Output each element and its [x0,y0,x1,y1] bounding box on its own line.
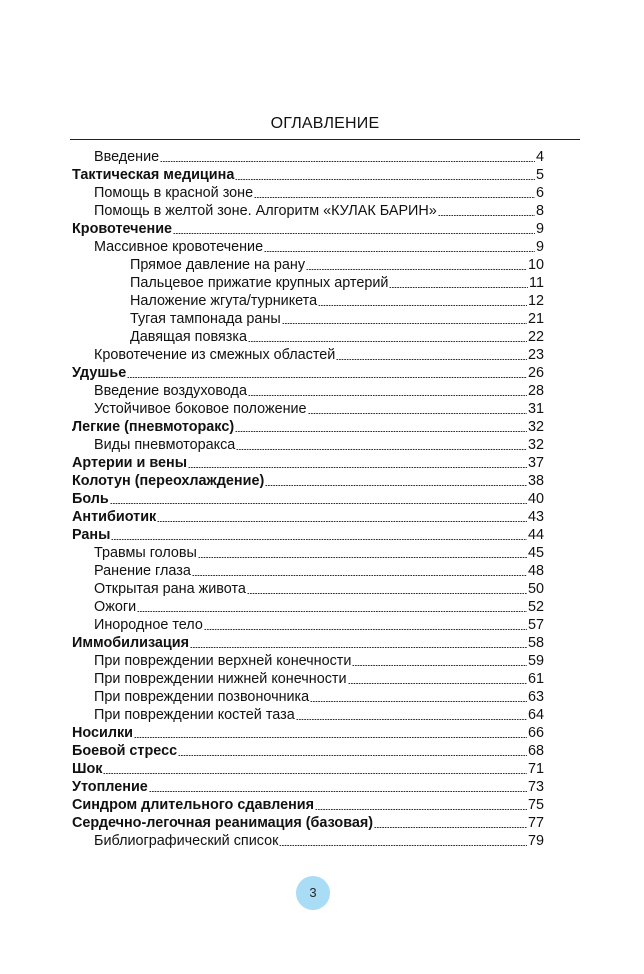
dot-leader [374,827,527,828]
dot-leader [192,575,527,576]
toc-entry-label: Инородное тело [94,617,203,633]
toc-entry-page: 5 [535,167,544,183]
toc-entry-page: 59 [527,653,544,669]
dot-leader [103,773,527,774]
toc-entry-page: 79 [527,833,544,849]
toc-entry-label: При повреждении позвоночника [94,689,310,705]
dot-leader [111,539,527,540]
toc-section [72,166,544,184]
toc-entry-page: 23 [527,347,544,363]
toc-entry-page: 64 [527,707,544,723]
toc-subsection [72,670,544,688]
toc-subsection [72,652,544,670]
toc-entry-page: 44 [527,527,544,543]
toc-subsection [72,706,544,724]
dot-leader [438,215,535,216]
toc-entry-page: 48 [527,563,544,579]
toc-entry-page: 22 [527,329,544,345]
toc-entry-label: Кровотечение [72,221,173,237]
dot-leader [198,557,527,558]
toc-entry-page: 8 [535,203,544,219]
toc-entry-page: 43 [527,509,544,525]
toc-entry-label: Помощь в красной зоне [94,185,254,201]
toc-entry-label: Библиографический список [94,833,279,849]
dot-leader [247,593,527,594]
toc-subsection [72,346,544,364]
dot-leader [352,665,527,666]
dot-leader [282,323,527,324]
toc-subsection [72,598,544,616]
dot-leader [264,251,535,252]
toc-section [72,526,544,544]
toc-entry-page: 32 [527,419,544,435]
toc-entry-page: 31 [527,401,544,417]
toc-entry-page: 75 [527,797,544,813]
toc-entry-label: При повреждении верхней конечности [94,653,352,669]
toc-entry-page: 77 [527,815,544,831]
toc-subsection [72,562,544,580]
toc-subsection [72,832,544,850]
dot-leader [173,233,535,234]
toc-entry-page: 71 [527,761,544,777]
toc-section [72,814,544,832]
dot-leader [235,431,527,432]
title-divider [70,139,580,140]
toc-entry-label: Кровотечение из смежных областей [94,347,336,363]
dot-leader [188,467,527,468]
toc-entry-page: 26 [527,365,544,381]
dot-leader [149,791,527,792]
toc-subsection [72,580,544,598]
dot-leader [348,683,527,684]
toc-subsection [72,256,544,274]
dot-leader [248,341,527,342]
dot-leader [336,359,527,360]
toc-entry-page: 11 [529,275,544,291]
toc-entry-label: Введение воздуховода [94,383,247,399]
toc-section [72,634,544,652]
dot-leader [134,737,527,738]
toc-entry-label: Утопление [72,779,148,795]
dot-leader [178,755,527,756]
toc-entry-label: Колотун (переохлаждение) [72,473,265,489]
dot-leader [157,521,527,522]
toc-entry-page: 73 [527,779,544,795]
toc-section [72,508,544,526]
toc-entry-page: 66 [527,725,544,741]
dot-leader [160,161,535,162]
toc-subsection [72,382,544,400]
toc-entry-label: Открытая рана живота [94,581,246,597]
toc-entry-label: Удушье [72,365,127,381]
toc-entry-page: 10 [527,257,544,273]
toc-entry-label: Ранение глаза [94,563,191,579]
dot-leader [254,197,535,198]
toc-section [72,778,544,796]
toc-entry-label: Помощь в желтой зоне. Алгоритм «КУЛАК БАРИН» [94,203,437,219]
toc-entry-page: 63 [527,689,544,705]
toc-subsection [72,274,544,292]
toc-section [72,454,544,472]
toc-entry-page: 6 [535,185,544,201]
dot-leader [204,629,527,630]
toc-section [72,220,544,238]
toc-entry-page: 58 [527,635,544,651]
dot-leader [265,485,527,486]
toc-entry-page: 38 [527,473,544,489]
toc-subsection [72,400,544,418]
toc-section [72,760,544,778]
dot-leader [236,449,527,450]
toc-entry-label: Введение [94,149,160,165]
toc-entry-label: Тактическая медицина [72,167,235,183]
toc-section [72,472,544,490]
dot-leader [310,701,527,702]
toc-entry-label: Боль [72,491,109,507]
dot-leader [308,413,527,414]
toc-entry-label: При повреждении костей таза [94,707,295,723]
toc-entry-label: Иммобилизация [72,635,190,651]
toc-entry-label: Виды пневмоторакса [94,437,236,453]
toc-section [72,724,544,742]
toc-entry-page: 37 [527,455,544,471]
toc-entry-page: 9 [535,221,544,237]
toc-entry-page: 50 [527,581,544,597]
toc-entry-label: Давящая повязка [130,329,247,345]
toc-entry-label: Антибиотик [72,509,157,525]
toc-entry-label: Травмы головы [94,545,197,561]
toc-entry-page: 61 [527,671,544,687]
dot-leader [279,845,527,846]
dot-leader [296,719,527,720]
toc-subsection [72,616,544,634]
toc-entry-page: 21 [527,311,544,327]
toc-entry-label: Синдром длительного сдавления [72,797,315,813]
toc-section [72,490,544,508]
toc-subsection [72,688,544,706]
toc-entry-page: 52 [527,599,544,615]
dot-leader [235,179,535,180]
toc-entry-label: Носилки [72,725,134,741]
toc-entry-page: 40 [527,491,544,507]
toc-subsection [72,544,544,562]
toc-entry-page: 57 [527,617,544,633]
toc-entry-label: Сердечно-легочная реанимация (базовая) [72,815,374,831]
toc-subsection [72,292,544,310]
dot-leader [127,377,527,378]
toc-entry-label: Артерии и вены [72,455,188,471]
page-title: ОГЛАВЛЕНИЕ [270,115,380,132]
toc-entry-page: 28 [527,383,544,399]
toc-entry-label: Легкие (пневмоторакс) [72,419,235,435]
dot-leader [137,611,527,612]
toc-subsection [72,238,544,256]
toc-subsection [72,184,544,202]
dot-leader [315,809,527,810]
table-of-contents [72,148,544,850]
toc-entry-label: Шок [72,761,103,777]
dot-leader [190,647,527,648]
toc-entry-label: Тугая тампонада раны [130,311,281,327]
dot-leader [389,287,528,288]
dot-leader [110,503,527,504]
toc-entry-label: Пальцевое прижатие крупных артерий [130,275,389,291]
toc-entry-label: Устойчивое боковое положение [94,401,307,417]
toc-entry-page: 32 [527,437,544,453]
dot-leader [318,305,527,306]
toc-entry-page: 4 [535,149,544,165]
toc-entry-page: 12 [527,293,544,309]
toc-subsection [72,436,544,454]
dot-leader [306,269,527,270]
toc-entry-label: Прямое давление на рану [130,257,306,273]
toc-section [72,796,544,814]
toc-subsection [72,202,544,220]
toc-entry-page: 9 [535,239,544,255]
toc-subsection [72,310,544,328]
toc-entry-label: Наложение жгута/турникета [130,293,318,309]
toc-subsection [72,328,544,346]
toc-entry-label: Раны [72,527,111,543]
toc-entry-label: Массивное кровотечение [94,239,264,255]
toc-entry-label: Ожоги [94,599,137,615]
toc-section [72,418,544,436]
toc-entry-page: 45 [527,545,544,561]
toc-section [72,742,544,760]
dot-leader [248,395,527,396]
page-number-badge: 3 [296,876,330,910]
toc-entry-page: 68 [527,743,544,759]
toc-entry-label: При повреждении нижней конечности [94,671,347,687]
toc-subsection [72,148,544,166]
toc-section [72,364,544,382]
toc-entry-label: Боевой стресс [72,743,178,759]
